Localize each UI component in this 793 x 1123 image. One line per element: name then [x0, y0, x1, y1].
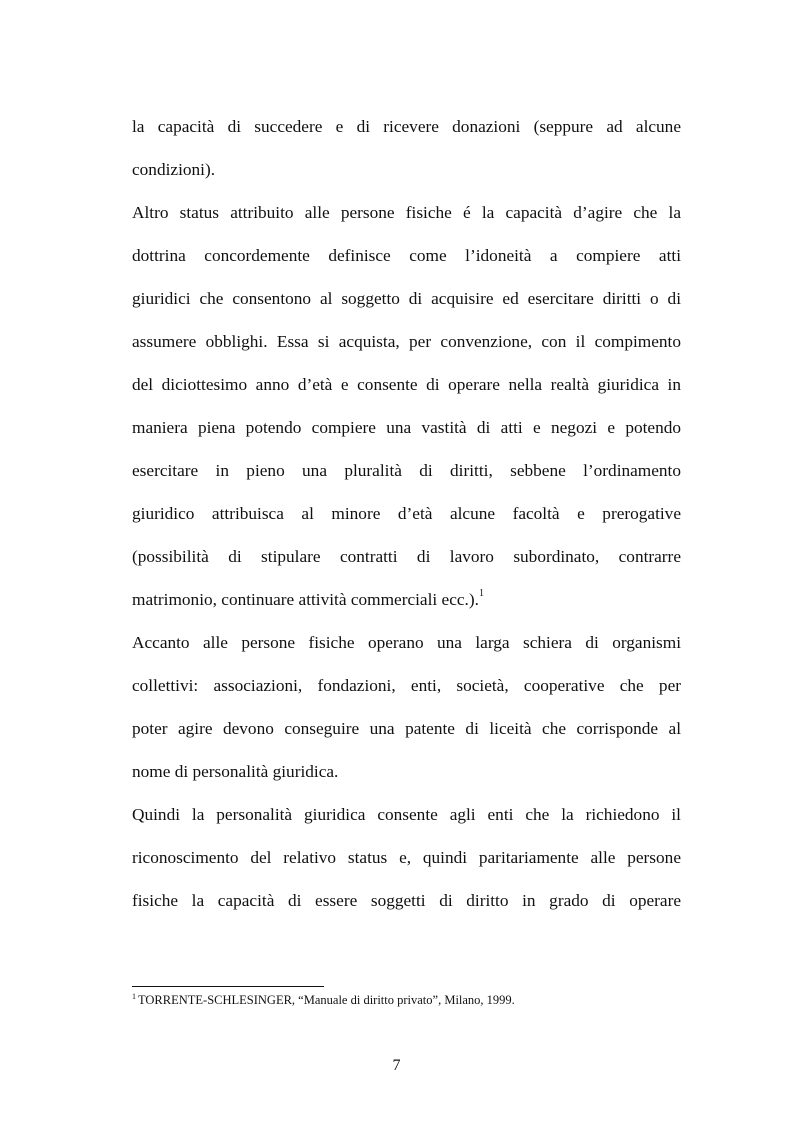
body-line: maniera piena potendo compiere una vastità di atti e negozi e potendo [132, 418, 681, 437]
body-line-text: matrimonio, continuare attività commerciali ecc.). [132, 590, 479, 609]
body-line-with-footnote-ref [132, 589, 681, 611]
page-number: 7 [392, 1057, 401, 1074]
body-line: giuridico attribuisca al minore d’età alcune facoltà e prerogative [132, 504, 681, 523]
body-line: assumere obblighi. Essa si acquista, per convenzione, con il compimento [132, 332, 681, 351]
footnote-number: 1 [132, 991, 136, 1001]
body-line: del diciottesimo anno d’età e consente di operare nella realtà giuridica in [132, 375, 681, 394]
body-line: Accanto alle persone fisiche operano una larga schiera di organismi [132, 633, 681, 652]
footnote-text: TORRENTE-SCHLESINGER, “Manuale di diritto privato”, Milano, 1999. [138, 993, 515, 1007]
body-line: la capacità di succedere e di ricevere donazioni (seppure ad alcune [132, 117, 681, 136]
footnote [132, 992, 515, 1008]
footnote-reference[interactable]: 1 [478, 588, 484, 600]
body-line: poter agire devono conseguire una patente di liceità che corrisponde al [132, 719, 681, 738]
body-line: riconoscimento del relativo status e, quindi paritariamente alle persone [132, 848, 681, 867]
body-line: dottrina concordemente definisce come l’idoneità a compiere atti [132, 246, 681, 265]
body-line: nome di personalità giuridica. [132, 762, 339, 781]
body-line: condizioni). [132, 160, 216, 179]
body-line: fisiche la capacità di essere soggetti di diritto in grado di operare [132, 891, 681, 910]
body-line: giuridici che consentono al soggetto di acquisire ed esercitare diritti o di [132, 289, 681, 308]
footnote-separator [132, 986, 324, 987]
body-line: (possibilità di stipulare contratti di lavoro subordinato, contrarre [132, 547, 681, 566]
body-line: Quindi la personalità giuridica consente agli enti che la richiedono il [132, 805, 681, 824]
body-line: esercitare in pieno una pluralità di diritti, sebbene l’ordinamento [132, 461, 681, 480]
body-line: collettivi: associazioni, fondazioni, enti, società, cooperative che per [132, 676, 681, 695]
body-line: Altro status attribuito alle persone fisiche é la capacità d’agire che la [132, 203, 681, 222]
